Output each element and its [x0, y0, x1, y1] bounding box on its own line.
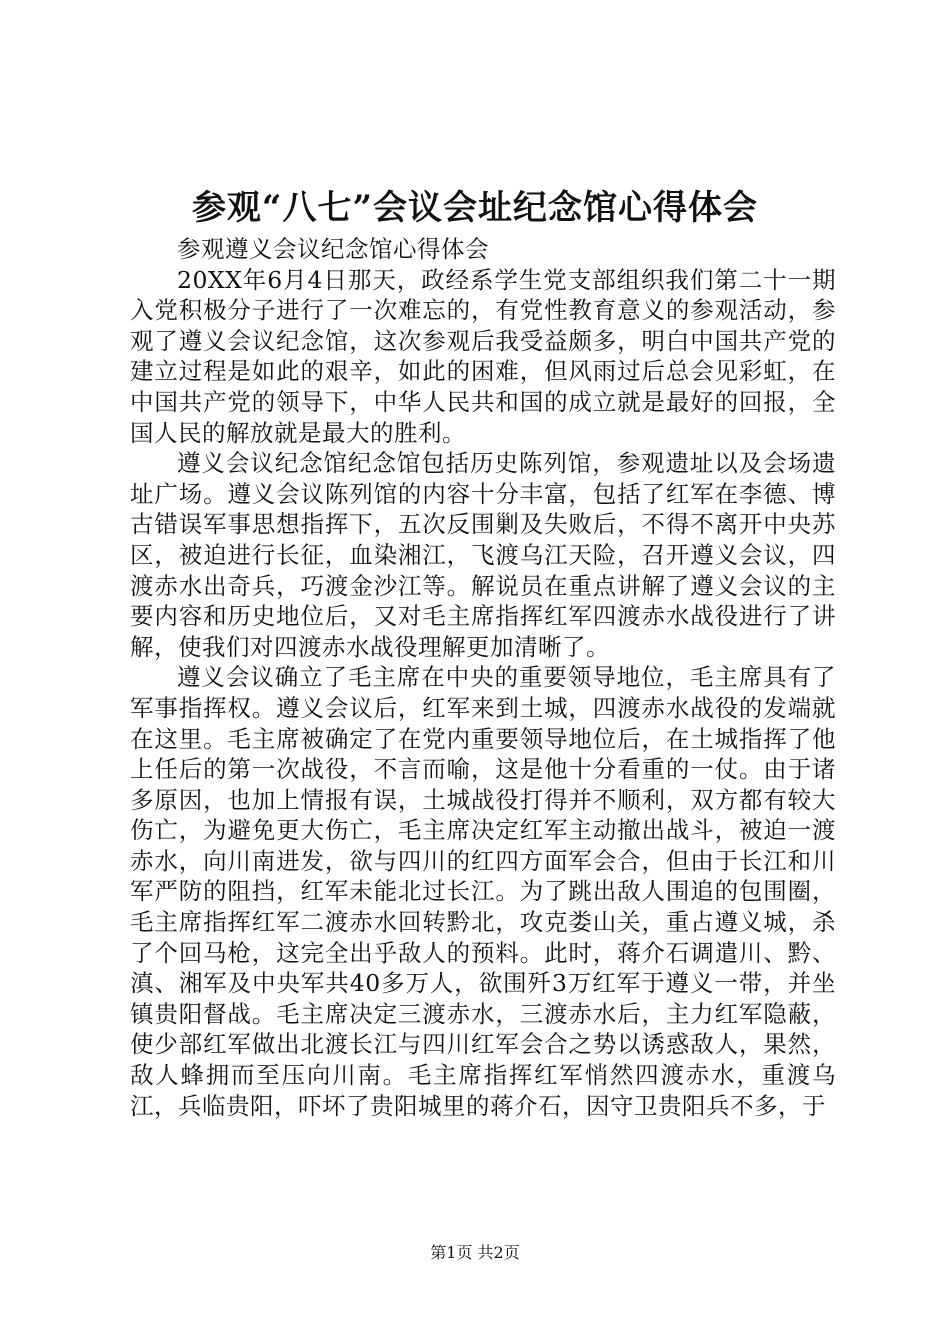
- document-body: [130, 234, 836, 1121]
- page-number-footer: 第1页 共2页: [430, 1243, 520, 1262]
- body-paragraph: 20XX年6月4日那天，政经系学生党支部组织我们第二十一期入党积极分子进行了一次难忘的，有党性教育意义的参观活动，参观了遵义会议纪念馆，这次参观后我受益颇多，明白中国共产党的建立过程是如此的艰辛，如此的困难，但风雨过后总会见彩虹，在中国共产党的领导下，中华人民共和国的成立就是最好的回报，全国人民的解放就是最大的胜利。: [130, 265, 836, 447]
- subtitle-paragraph: 参观遵义会议纪念馆心得体会: [177, 235, 489, 263]
- body-paragraph: 遵义会议确立了毛主席在中央的重要领导地位，毛主席具有了军事指挥权。遵义会议后，红军来到土城，四渡赤水战役的发端就在这里。毛主席被确定了在党内重要领导地位后，在土城指挥了他上任后的第一次战役，不言而喻，这是他十分看重的一仗。由于诸多原因，也加上情报有误，土城战役打得并不顺利，双方都有较大伤亡，为避免更大伤亡，毛主席决定红军主动撤出战斗，被迫一渡赤水，向川南进发，欲与四川的红四方面军会合，但由于长江和川军严防的阻挡，红军未能北过长江。为了跳出敌人围追的包围圈，毛主席指挥红军二渡赤水回转黔北，攻克娄山关，重占遵义城，杀了个回马枪，这完全出乎敌人的预料。此时，蒋介石调遣川、黔、滇、湘军及中央军共40多万人，欲围歼3万红军于遵义一带，并坐镇贵阳督战。毛主席决定三渡赤水，三渡赤水后，主力红军隐蔽，使少部红军做出北渡长江与四川红军会合之势以诱惑敌人，果然，敌人蜂拥而至压向川南。毛主席指挥红军悄然四渡赤水，重渡乌江，兵临贵阳，吓坏了贵阳城里的蒋介石，因守卫贵阳兵不多，于: [130, 663, 836, 1120]
- body-paragraph: 遵义会议纪念馆纪念馆包括历史陈列馆，参观遗址以及会场遗址广场。遵义会议陈列馆的内容十分丰富，包括了红军在李德、博古错误军事思想指挥下，五次反围剿及失败后，不得不离开中央苏区，被迫进行长征，血染湘江，飞渡乌江天险，召开遵义会议，四渡赤水出奇兵，巧渡金沙江等。解说员在重点讲解了遵义会议的主要内容和历史地位后，又对毛主席指挥红军四渡赤水战役进行了讲解，使我们对四渡赤水战役理解更加清晰了。: [130, 449, 836, 661]
- document-title: 参观“八七”会议会址纪念馆心得体会: [191, 188, 759, 228]
